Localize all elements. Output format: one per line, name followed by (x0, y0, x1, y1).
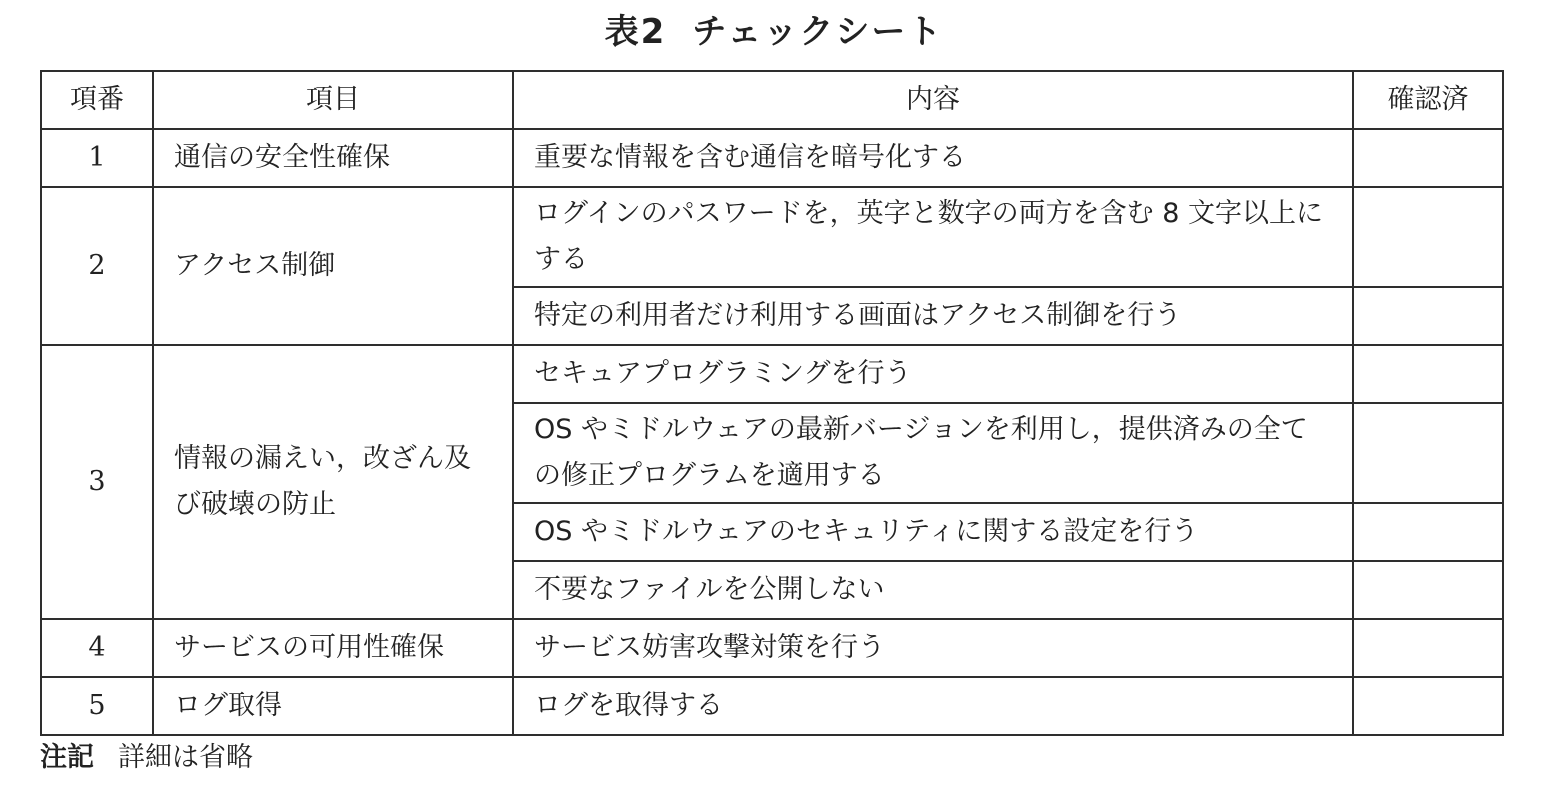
checked-cell[interactable] (1353, 187, 1503, 287)
header-row (41, 71, 1503, 129)
row-number: 1 (41, 129, 153, 187)
checked-cell[interactable] (1353, 503, 1503, 561)
row-content: セキュアプログラミングを行う (513, 345, 1353, 403)
row-content: 重要な情報を含む通信を暗号化する (513, 129, 1353, 187)
header-content: 内容 (513, 71, 1353, 129)
table-row (41, 345, 1503, 403)
row-content: ログを取得する (513, 677, 1353, 735)
row-number: 4 (41, 619, 153, 677)
checked-cell[interactable] (1353, 677, 1503, 735)
check-sheet-table (40, 70, 1504, 736)
header-checked: 確認済 (1353, 71, 1503, 129)
row-content: ログインのパスワードを，英字と数字の両方を含む 8 文字以上にする (513, 187, 1353, 287)
checked-cell[interactable] (1353, 129, 1503, 187)
row-content: 特定の利用者だけ利用する画面はアクセス制御を行う (513, 287, 1353, 345)
row-item: サービスの可用性確保 (153, 619, 513, 677)
table-caption (0, 8, 1548, 56)
header-no: 項番 (41, 71, 153, 129)
row-content: サービス妨害攻撃対策を行う (513, 619, 1353, 677)
table-title: チェックシート (692, 12, 944, 52)
row-item: ログ取得 (153, 677, 513, 735)
checked-cell[interactable] (1353, 561, 1503, 619)
checked-cell[interactable] (1353, 287, 1503, 345)
row-item: 情報の漏えい，改ざん及び破壊の防止 (153, 345, 513, 619)
row-item: 通信の安全性確保 (153, 129, 513, 187)
table-row (41, 187, 1503, 287)
table-row (41, 677, 1503, 735)
note-text: 詳細は省略 (118, 742, 253, 773)
row-content: OS やミドルウェアの最新バージョンを利用し，提供済みの全ての修正プログラムを適用する (513, 403, 1353, 503)
table-number: 表2 (604, 12, 667, 52)
checked-cell[interactable] (1353, 403, 1503, 503)
note-label: 注記 (40, 742, 94, 773)
table-note (40, 738, 253, 778)
header-item: 項目 (153, 71, 513, 129)
table-row (41, 619, 1503, 677)
row-content: OS やミドルウェアのセキュリティに関する設定を行う (513, 503, 1353, 561)
checked-cell[interactable] (1353, 345, 1503, 403)
table-row (41, 129, 1503, 187)
checked-cell[interactable] (1353, 619, 1503, 677)
row-item: アクセス制御 (153, 187, 513, 345)
row-number: 5 (41, 677, 153, 735)
row-number: 2 (41, 187, 153, 345)
row-content: 不要なファイルを公開しない (513, 561, 1353, 619)
row-number: 3 (41, 345, 153, 619)
